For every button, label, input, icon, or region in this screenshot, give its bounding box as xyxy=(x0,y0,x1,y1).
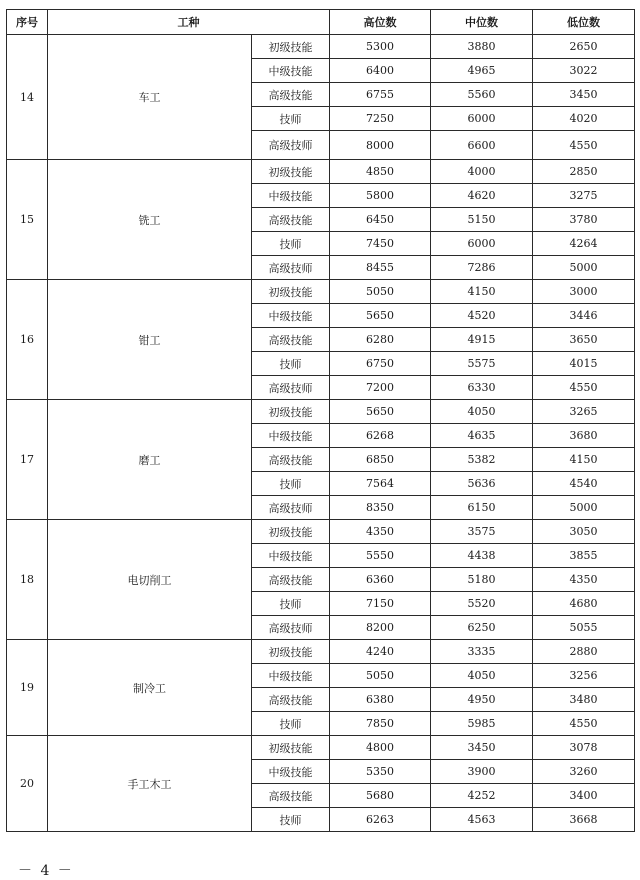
high-cell: 7850 xyxy=(330,712,431,736)
level-cell: 高级技能 xyxy=(252,448,330,472)
wage-table xyxy=(6,9,635,832)
seq-cell: 19 xyxy=(7,640,48,736)
job-name-cell: 车工 xyxy=(48,35,252,160)
low-cell: 3668 xyxy=(533,808,635,832)
high-cell: 5550 xyxy=(330,544,431,568)
mid-cell: 4438 xyxy=(431,544,533,568)
low-cell: 5000 xyxy=(533,496,635,520)
table-row xyxy=(7,520,635,544)
high-cell: 7450 xyxy=(330,232,431,256)
high-cell: 8200 xyxy=(330,616,431,640)
level-cell: 高级技师 xyxy=(252,376,330,400)
low-cell: 5055 xyxy=(533,616,635,640)
mid-cell: 6000 xyxy=(431,107,533,131)
high-cell: 5050 xyxy=(330,280,431,304)
low-cell: 3680 xyxy=(533,424,635,448)
mid-cell: 4620 xyxy=(431,184,533,208)
level-cell: 技师 xyxy=(252,712,330,736)
low-cell: 4550 xyxy=(533,712,635,736)
high-cell: 5350 xyxy=(330,760,431,784)
mid-cell: 4000 xyxy=(431,160,533,184)
low-cell: 4264 xyxy=(533,232,635,256)
table-row xyxy=(7,736,635,760)
mid-cell: 5575 xyxy=(431,352,533,376)
mid-cell: 3335 xyxy=(431,640,533,664)
mid-cell: 6250 xyxy=(431,616,533,640)
high-cell: 7200 xyxy=(330,376,431,400)
high-cell: 6755 xyxy=(330,83,431,107)
level-cell: 初级技能 xyxy=(252,520,330,544)
high-cell: 6360 xyxy=(330,568,431,592)
seq-cell: 17 xyxy=(7,400,48,520)
mid-cell: 5180 xyxy=(431,568,533,592)
level-cell: 技师 xyxy=(252,592,330,616)
level-cell: 高级技能 xyxy=(252,568,330,592)
mid-cell: 4252 xyxy=(431,784,533,808)
low-cell: 4550 xyxy=(533,376,635,400)
low-cell: 4550 xyxy=(533,131,635,160)
job-name-cell: 制冷工 xyxy=(48,640,252,736)
high-cell: 4850 xyxy=(330,160,431,184)
seq-cell: 18 xyxy=(7,520,48,640)
level-cell: 技师 xyxy=(252,232,330,256)
low-cell: 3050 xyxy=(533,520,635,544)
low-cell: 3450 xyxy=(533,83,635,107)
header-mid: 中位数 xyxy=(431,10,533,35)
low-cell: 3855 xyxy=(533,544,635,568)
high-cell: 8455 xyxy=(330,256,431,280)
low-cell: 4350 xyxy=(533,568,635,592)
job-name-cell: 电切削工 xyxy=(48,520,252,640)
high-cell: 6850 xyxy=(330,448,431,472)
high-cell: 8350 xyxy=(330,496,431,520)
level-cell: 中级技能 xyxy=(252,544,330,568)
low-cell: 4150 xyxy=(533,448,635,472)
mid-cell: 4050 xyxy=(431,400,533,424)
high-cell: 6380 xyxy=(330,688,431,712)
seq-cell: 16 xyxy=(7,280,48,400)
level-cell: 中级技能 xyxy=(252,664,330,688)
page-number: － 4 － xyxy=(18,863,74,879)
level-cell: 中级技能 xyxy=(252,424,330,448)
high-cell: 6400 xyxy=(330,59,431,83)
mid-cell: 4965 xyxy=(431,59,533,83)
mid-cell: 5636 xyxy=(431,472,533,496)
mid-cell: 4563 xyxy=(431,808,533,832)
high-cell: 5800 xyxy=(330,184,431,208)
high-cell: 4800 xyxy=(330,736,431,760)
mid-cell: 4950 xyxy=(431,688,533,712)
mid-cell: 4520 xyxy=(431,304,533,328)
level-cell: 中级技能 xyxy=(252,184,330,208)
job-name-cell: 手工木工 xyxy=(48,736,252,832)
mid-cell: 4050 xyxy=(431,664,533,688)
level-cell: 高级技能 xyxy=(252,688,330,712)
high-cell: 5050 xyxy=(330,664,431,688)
level-cell: 中级技能 xyxy=(252,304,330,328)
table-row xyxy=(7,35,635,59)
level-cell: 高级技能 xyxy=(252,208,330,232)
high-cell: 4240 xyxy=(330,640,431,664)
high-cell: 6280 xyxy=(330,328,431,352)
low-cell: 4020 xyxy=(533,107,635,131)
mid-cell: 5382 xyxy=(431,448,533,472)
high-cell: 6268 xyxy=(330,424,431,448)
low-cell: 3446 xyxy=(533,304,635,328)
level-cell: 高级技能 xyxy=(252,83,330,107)
mid-cell: 4150 xyxy=(431,280,533,304)
low-cell: 3650 xyxy=(533,328,635,352)
table-row xyxy=(7,400,635,424)
level-cell: 高级技师 xyxy=(252,496,330,520)
high-cell: 5680 xyxy=(330,784,431,808)
mid-cell: 6000 xyxy=(431,232,533,256)
high-cell: 7250 xyxy=(330,107,431,131)
seq-cell: 20 xyxy=(7,736,48,832)
high-cell: 6450 xyxy=(330,208,431,232)
level-cell: 初级技能 xyxy=(252,640,330,664)
mid-cell: 3880 xyxy=(431,35,533,59)
mid-cell: 3575 xyxy=(431,520,533,544)
high-cell: 7150 xyxy=(330,592,431,616)
mid-cell: 6600 xyxy=(431,131,533,160)
level-cell: 高级技师 xyxy=(252,131,330,160)
high-cell: 7564 xyxy=(330,472,431,496)
low-cell: 3780 xyxy=(533,208,635,232)
mid-cell: 6150 xyxy=(431,496,533,520)
mid-cell: 5985 xyxy=(431,712,533,736)
low-cell: 3480 xyxy=(533,688,635,712)
low-cell: 3078 xyxy=(533,736,635,760)
level-cell: 初级技能 xyxy=(252,736,330,760)
level-cell: 初级技能 xyxy=(252,400,330,424)
low-cell: 2850 xyxy=(533,160,635,184)
high-cell: 5300 xyxy=(330,35,431,59)
mid-cell: 5150 xyxy=(431,208,533,232)
header-job: 工种 xyxy=(48,10,330,35)
seq-cell: 15 xyxy=(7,160,48,280)
mid-cell: 5520 xyxy=(431,592,533,616)
level-cell: 高级技师 xyxy=(252,256,330,280)
high-cell: 6750 xyxy=(330,352,431,376)
level-cell: 高级技能 xyxy=(252,328,330,352)
mid-cell: 3900 xyxy=(431,760,533,784)
level-cell: 初级技能 xyxy=(252,160,330,184)
level-cell: 技师 xyxy=(252,352,330,376)
high-cell: 6263 xyxy=(330,808,431,832)
low-cell: 3000 xyxy=(533,280,635,304)
job-name-cell: 铣工 xyxy=(48,160,252,280)
level-cell: 初级技能 xyxy=(252,280,330,304)
header-row xyxy=(7,10,635,35)
high-cell: 5650 xyxy=(330,400,431,424)
header-high: 高位数 xyxy=(330,10,431,35)
mid-cell: 4915 xyxy=(431,328,533,352)
table-row xyxy=(7,160,635,184)
low-cell: 3256 xyxy=(533,664,635,688)
seq-cell: 14 xyxy=(7,35,48,160)
low-cell: 4015 xyxy=(533,352,635,376)
level-cell: 技师 xyxy=(252,107,330,131)
low-cell: 3275 xyxy=(533,184,635,208)
high-cell: 4350 xyxy=(330,520,431,544)
mid-cell: 3450 xyxy=(431,736,533,760)
job-name-cell: 磨工 xyxy=(48,400,252,520)
low-cell: 5000 xyxy=(533,256,635,280)
header-seq: 序号 xyxy=(7,10,48,35)
mid-cell: 7286 xyxy=(431,256,533,280)
mid-cell: 6330 xyxy=(431,376,533,400)
level-cell: 中级技能 xyxy=(252,760,330,784)
level-cell: 中级技能 xyxy=(252,59,330,83)
low-cell: 3265 xyxy=(533,400,635,424)
header-low: 低位数 xyxy=(533,10,635,35)
wage-table-body xyxy=(7,35,635,832)
low-cell: 4540 xyxy=(533,472,635,496)
table-row xyxy=(7,280,635,304)
low-cell: 2880 xyxy=(533,640,635,664)
mid-cell: 5560 xyxy=(431,83,533,107)
high-cell: 5650 xyxy=(330,304,431,328)
low-cell: 3260 xyxy=(533,760,635,784)
level-cell: 初级技能 xyxy=(252,35,330,59)
mid-cell: 4635 xyxy=(431,424,533,448)
level-cell: 技师 xyxy=(252,472,330,496)
table-row xyxy=(7,640,635,664)
level-cell: 技师 xyxy=(252,808,330,832)
low-cell: 2650 xyxy=(533,35,635,59)
level-cell: 高级技师 xyxy=(252,616,330,640)
high-cell: 8000 xyxy=(330,131,431,160)
low-cell: 3400 xyxy=(533,784,635,808)
level-cell: 高级技能 xyxy=(252,784,330,808)
job-name-cell: 钳工 xyxy=(48,280,252,400)
low-cell: 3022 xyxy=(533,59,635,83)
low-cell: 4680 xyxy=(533,592,635,616)
